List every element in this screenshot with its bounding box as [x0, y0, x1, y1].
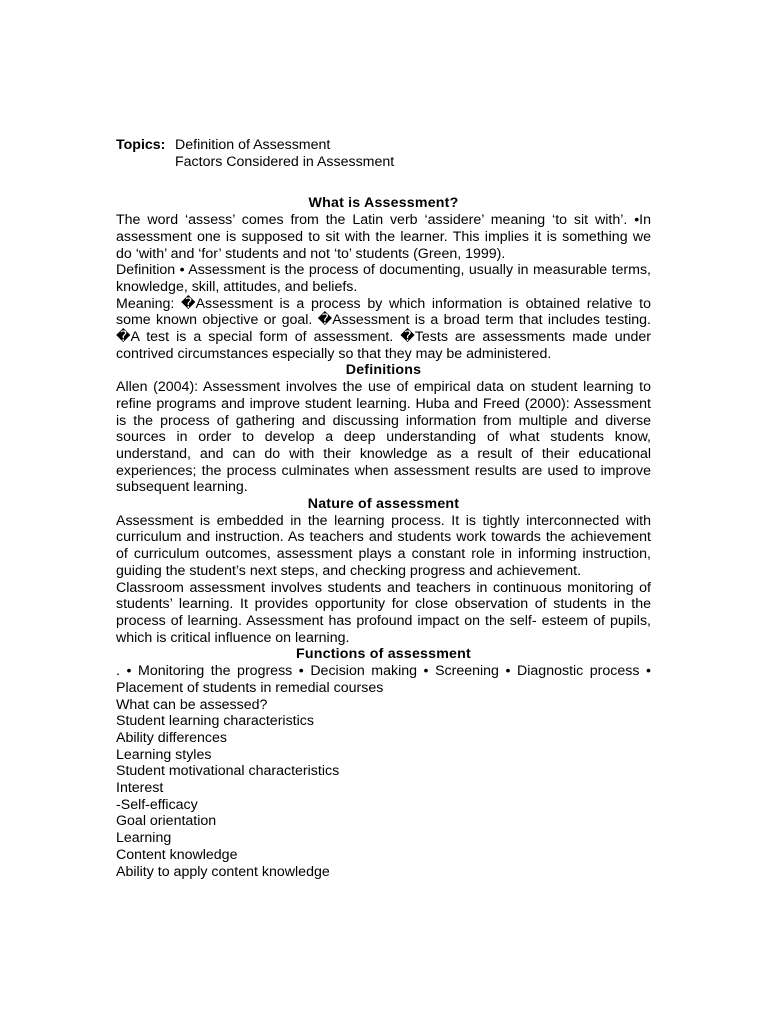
heading-functions-of-assessment: Functions of assessment	[296, 646, 471, 663]
list-item: Ability to apply content knowledge	[116, 863, 330, 880]
list-item: Interest	[116, 780, 164, 797]
paragraph-functions: . • Monitoring the progress • Decision making • Screening • Diagnostic process • Placement of students in remedial courses	[116, 663, 651, 696]
list-item: Goal orientation	[116, 813, 217, 830]
paragraph-definition: Definition • Assessment is the process of documenting, usually in measurable terms, knowledge, skill, attitudes, and beliefs.	[116, 262, 651, 295]
topics-block	[116, 137, 651, 170]
topics-label: Topics:	[116, 137, 166, 153]
list-item: Student motivational characteristics	[116, 763, 340, 780]
paragraph-nature-1: Assessment is embedded in the learning process. It is tightly interconnected with curriculum and instruction. As teachers and students work towards the achievement of curriculum outcomes, assessment plays a constant role in informing instruction, guiding the student’s next steps, and checking progress and achievement.	[116, 512, 651, 579]
heading-definitions: Definitions	[345, 362, 422, 379]
list-item: Ability differences	[116, 729, 227, 746]
heading-what-is-assessment: What is Assessment?	[308, 195, 459, 212]
list-item: -Self-efficacy	[116, 796, 198, 813]
document-page	[116, 137, 651, 880]
paragraph-intro: The word ‘assess’ comes from the Latin verb ‘assidere’ meaning ‘to sit with’. •In assessment one is supposed to sit with the learner. This implies it is something we do ‘with’ and ‘for’ students and not ‘to’ students (Green, 1999).	[116, 212, 651, 262]
topic-item: Factors Considered in Assessment	[175, 153, 395, 170]
list-item: Student learning characteristics	[116, 713, 314, 730]
topics-list	[175, 137, 394, 170]
list-item: Content knowledge	[116, 846, 238, 863]
list-item: Learning styles	[116, 746, 212, 763]
heading-nature-of-assessment: Nature of assessment	[307, 496, 460, 513]
topic-item: Definition of Assessment	[175, 137, 331, 153]
list-item: Learning	[116, 830, 172, 847]
list-item: What can be assessed?	[116, 696, 268, 713]
assessable-list	[116, 697, 651, 881]
paragraph-definitions: Allen (2004): Assessment involves the use of empirical data on student learning to refine programs and improve student learning. Huba and Freed (2000): Assessment is the process of gathering and discussing information from multiple and diverse sources in order to develop a deep understanding of what students know, understand, and can do with their knowledge as a result of their educational experiences; the process culminates when assessment results are used to improve subsequent learning.	[116, 379, 651, 496]
paragraph-meaning: Meaning: �Assessment is a process by which information is obtained relative to some known objective or goal. �Assessment is a broad term that includes testing. �A test is a special form of assessment. �Tests are assessments made under contrived circumstances especially so that they may be administered.	[116, 295, 651, 362]
paragraph-nature-2: Classroom assessment involves students and teachers in continuous monitoring of students’ learning. It provides opportunity for close observation of students in the process of learning. Assessment has profound impact on the self- esteem of pupils, which is critical influence on learning.	[116, 579, 651, 646]
